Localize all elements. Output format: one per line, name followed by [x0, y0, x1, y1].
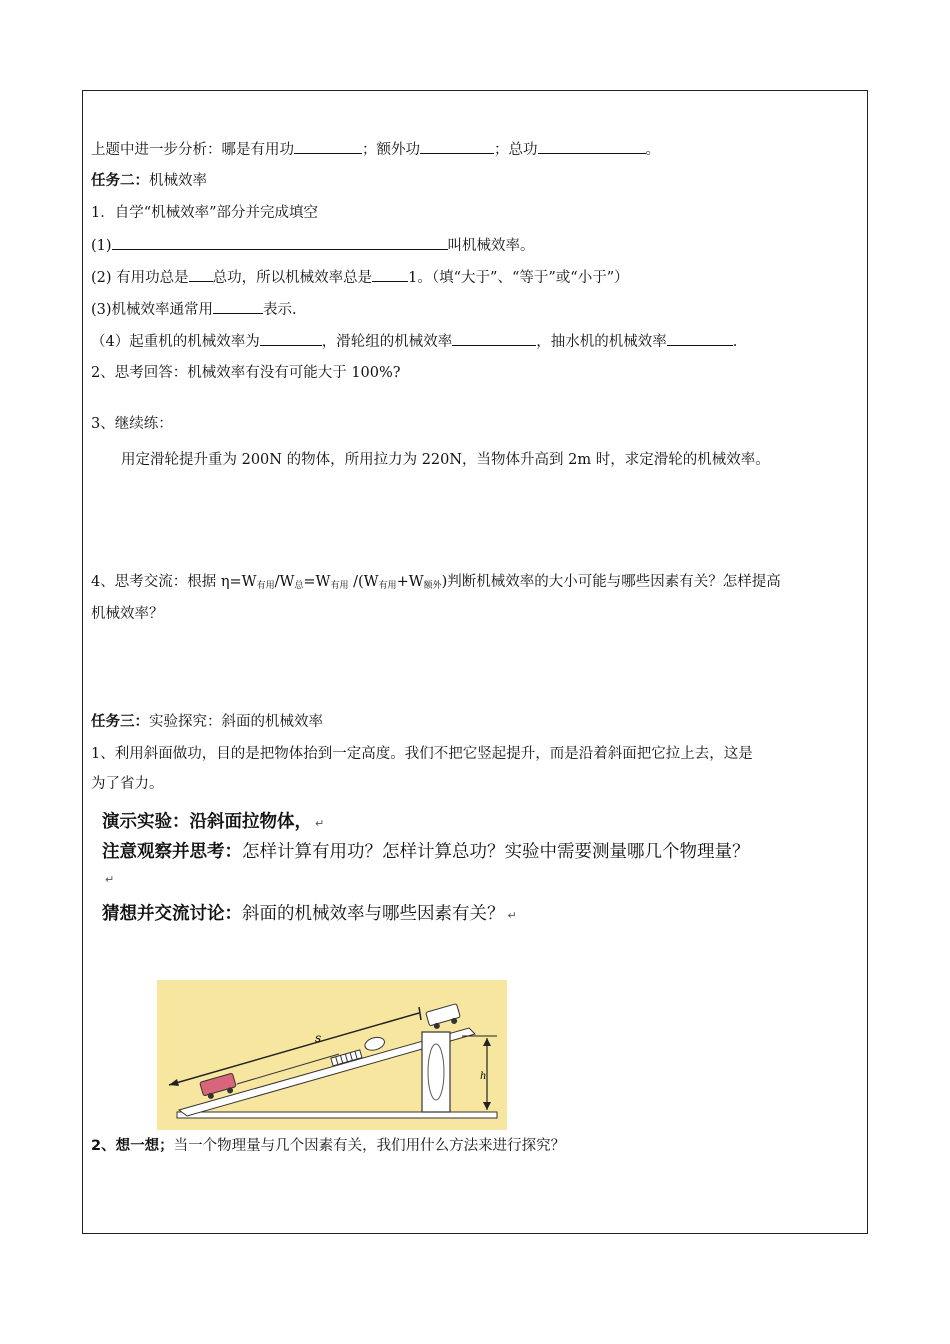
- text: ；总功: [494, 142, 538, 158]
- subscript: 有用: [378, 581, 397, 591]
- text: （4）起重机的机械效率为: [91, 334, 260, 350]
- distance-label: s: [315, 1031, 322, 1045]
- text: .: [732, 334, 738, 350]
- subscript: 有用: [256, 581, 275, 591]
- question-4-line2: 机械效率？: [91, 606, 164, 622]
- blank-useful-work[interactable]: [294, 139, 362, 154]
- blank-pulley[interactable]: [452, 331, 536, 346]
- subscript: 总: [294, 581, 304, 591]
- question-3: 3、继续练：: [91, 416, 173, 432]
- question-2: 2、思考回答：机械效率有没有可能大于 100%?: [91, 365, 401, 381]
- task3-q1-line1: 1、利用斜面做功，目的是把物体抬到一定高度。我们不把它竖起提升，而是沿着斜面把它拉上去，这是: [91, 746, 753, 762]
- text: /(W: [348, 574, 379, 590]
- question-1-2: [91, 267, 629, 288]
- task-label: 任务二：: [91, 173, 149, 189]
- height-label: h: [480, 1071, 487, 1082]
- return-mark: ↵: [315, 817, 325, 830]
- task3-q1-line2: 为了省力。: [91, 776, 164, 792]
- subscript: 有用: [330, 581, 349, 591]
- text: )判断机械效率的大小可能与哪些因素有关？怎样提高: [441, 574, 781, 590]
- demo-label: 演示实验：沿斜面拉物体，: [102, 812, 312, 832]
- blank-total-work[interactable]: [538, 139, 646, 154]
- blank-compare[interactable]: [189, 267, 213, 282]
- text: (3)机械效率通常用: [91, 302, 214, 318]
- text: 。: [645, 142, 660, 158]
- text: ；额外功: [362, 142, 420, 158]
- task-title: 实验探究：斜面的机械效率: [149, 714, 323, 730]
- guess-line: [102, 900, 517, 925]
- return-mark: ↵: [105, 873, 115, 886]
- task3-heading: [91, 712, 323, 732]
- task-label: 任务三：: [91, 714, 149, 730]
- question-1-3: [91, 299, 297, 320]
- incline-experiment-figure: [157, 980, 507, 1130]
- return-mark: ↵: [507, 909, 517, 922]
- text: =W: [303, 574, 331, 590]
- observe-label: 注意观察并思考：: [102, 842, 242, 862]
- ground-board: [177, 1112, 497, 1118]
- blank-crane[interactable]: [260, 331, 322, 346]
- blank-expression[interactable]: [213, 299, 263, 314]
- blank-pump[interactable]: [667, 331, 733, 346]
- demo-line: [102, 808, 324, 833]
- text: ，滑轮组的机械效率: [321, 334, 453, 350]
- text: 上题中进一步分析：哪是有用功: [91, 142, 294, 158]
- observe-text: 怎样计算有用功？怎样计算总功？实验中需要测量哪几个物理量？: [242, 842, 750, 862]
- question-3-text: 用定滑轮提升重为 200N 的物体，所用拉力为 220N，当物体升高到 2m 时，求定滑轮的机械效率。: [121, 452, 770, 468]
- task-title: 机械效率: [149, 173, 207, 189]
- text: 4、思考交流：根据 η=W: [91, 574, 257, 590]
- text: (1): [91, 238, 112, 254]
- task2-heading: [91, 171, 207, 191]
- question-1: 1．自学“机械效率”部分并完成填空: [91, 205, 319, 221]
- text: 总功，所以机械效率总是: [212, 270, 373, 286]
- think-text: 当一个物理量与几个因素有关，我们用什么方法来进行探究？: [173, 1138, 566, 1154]
- guess-label: 猜想并交流讨论：: [102, 904, 242, 924]
- text: 表示.: [263, 302, 297, 318]
- question-1-1: [91, 235, 535, 256]
- question-think: [91, 1136, 565, 1156]
- text: (2) 有用功总是: [91, 270, 189, 286]
- guess-text: 斜面的机械效率与哪些因素有关？: [242, 904, 505, 924]
- blank-definition[interactable]: [112, 235, 448, 250]
- blank-efficiency-compare[interactable]: [372, 267, 408, 282]
- think-label: 2、想一想；: [91, 1138, 174, 1154]
- text: ，抽水机的机械效率: [536, 334, 667, 350]
- question-1-4: [91, 331, 737, 352]
- blank-return-line: [102, 868, 114, 888]
- observe-line: [102, 838, 750, 863]
- text: +W: [396, 574, 424, 590]
- line-analysis: [91, 139, 660, 160]
- question-4: [91, 572, 781, 596]
- text: 叫机械效率。: [447, 238, 535, 254]
- text: 1。（填“大于”、“等于”或“小于”）: [408, 270, 629, 286]
- blank-extra-work[interactable]: [420, 139, 494, 154]
- text: /W: [274, 574, 295, 590]
- subscript: 额外: [423, 581, 442, 591]
